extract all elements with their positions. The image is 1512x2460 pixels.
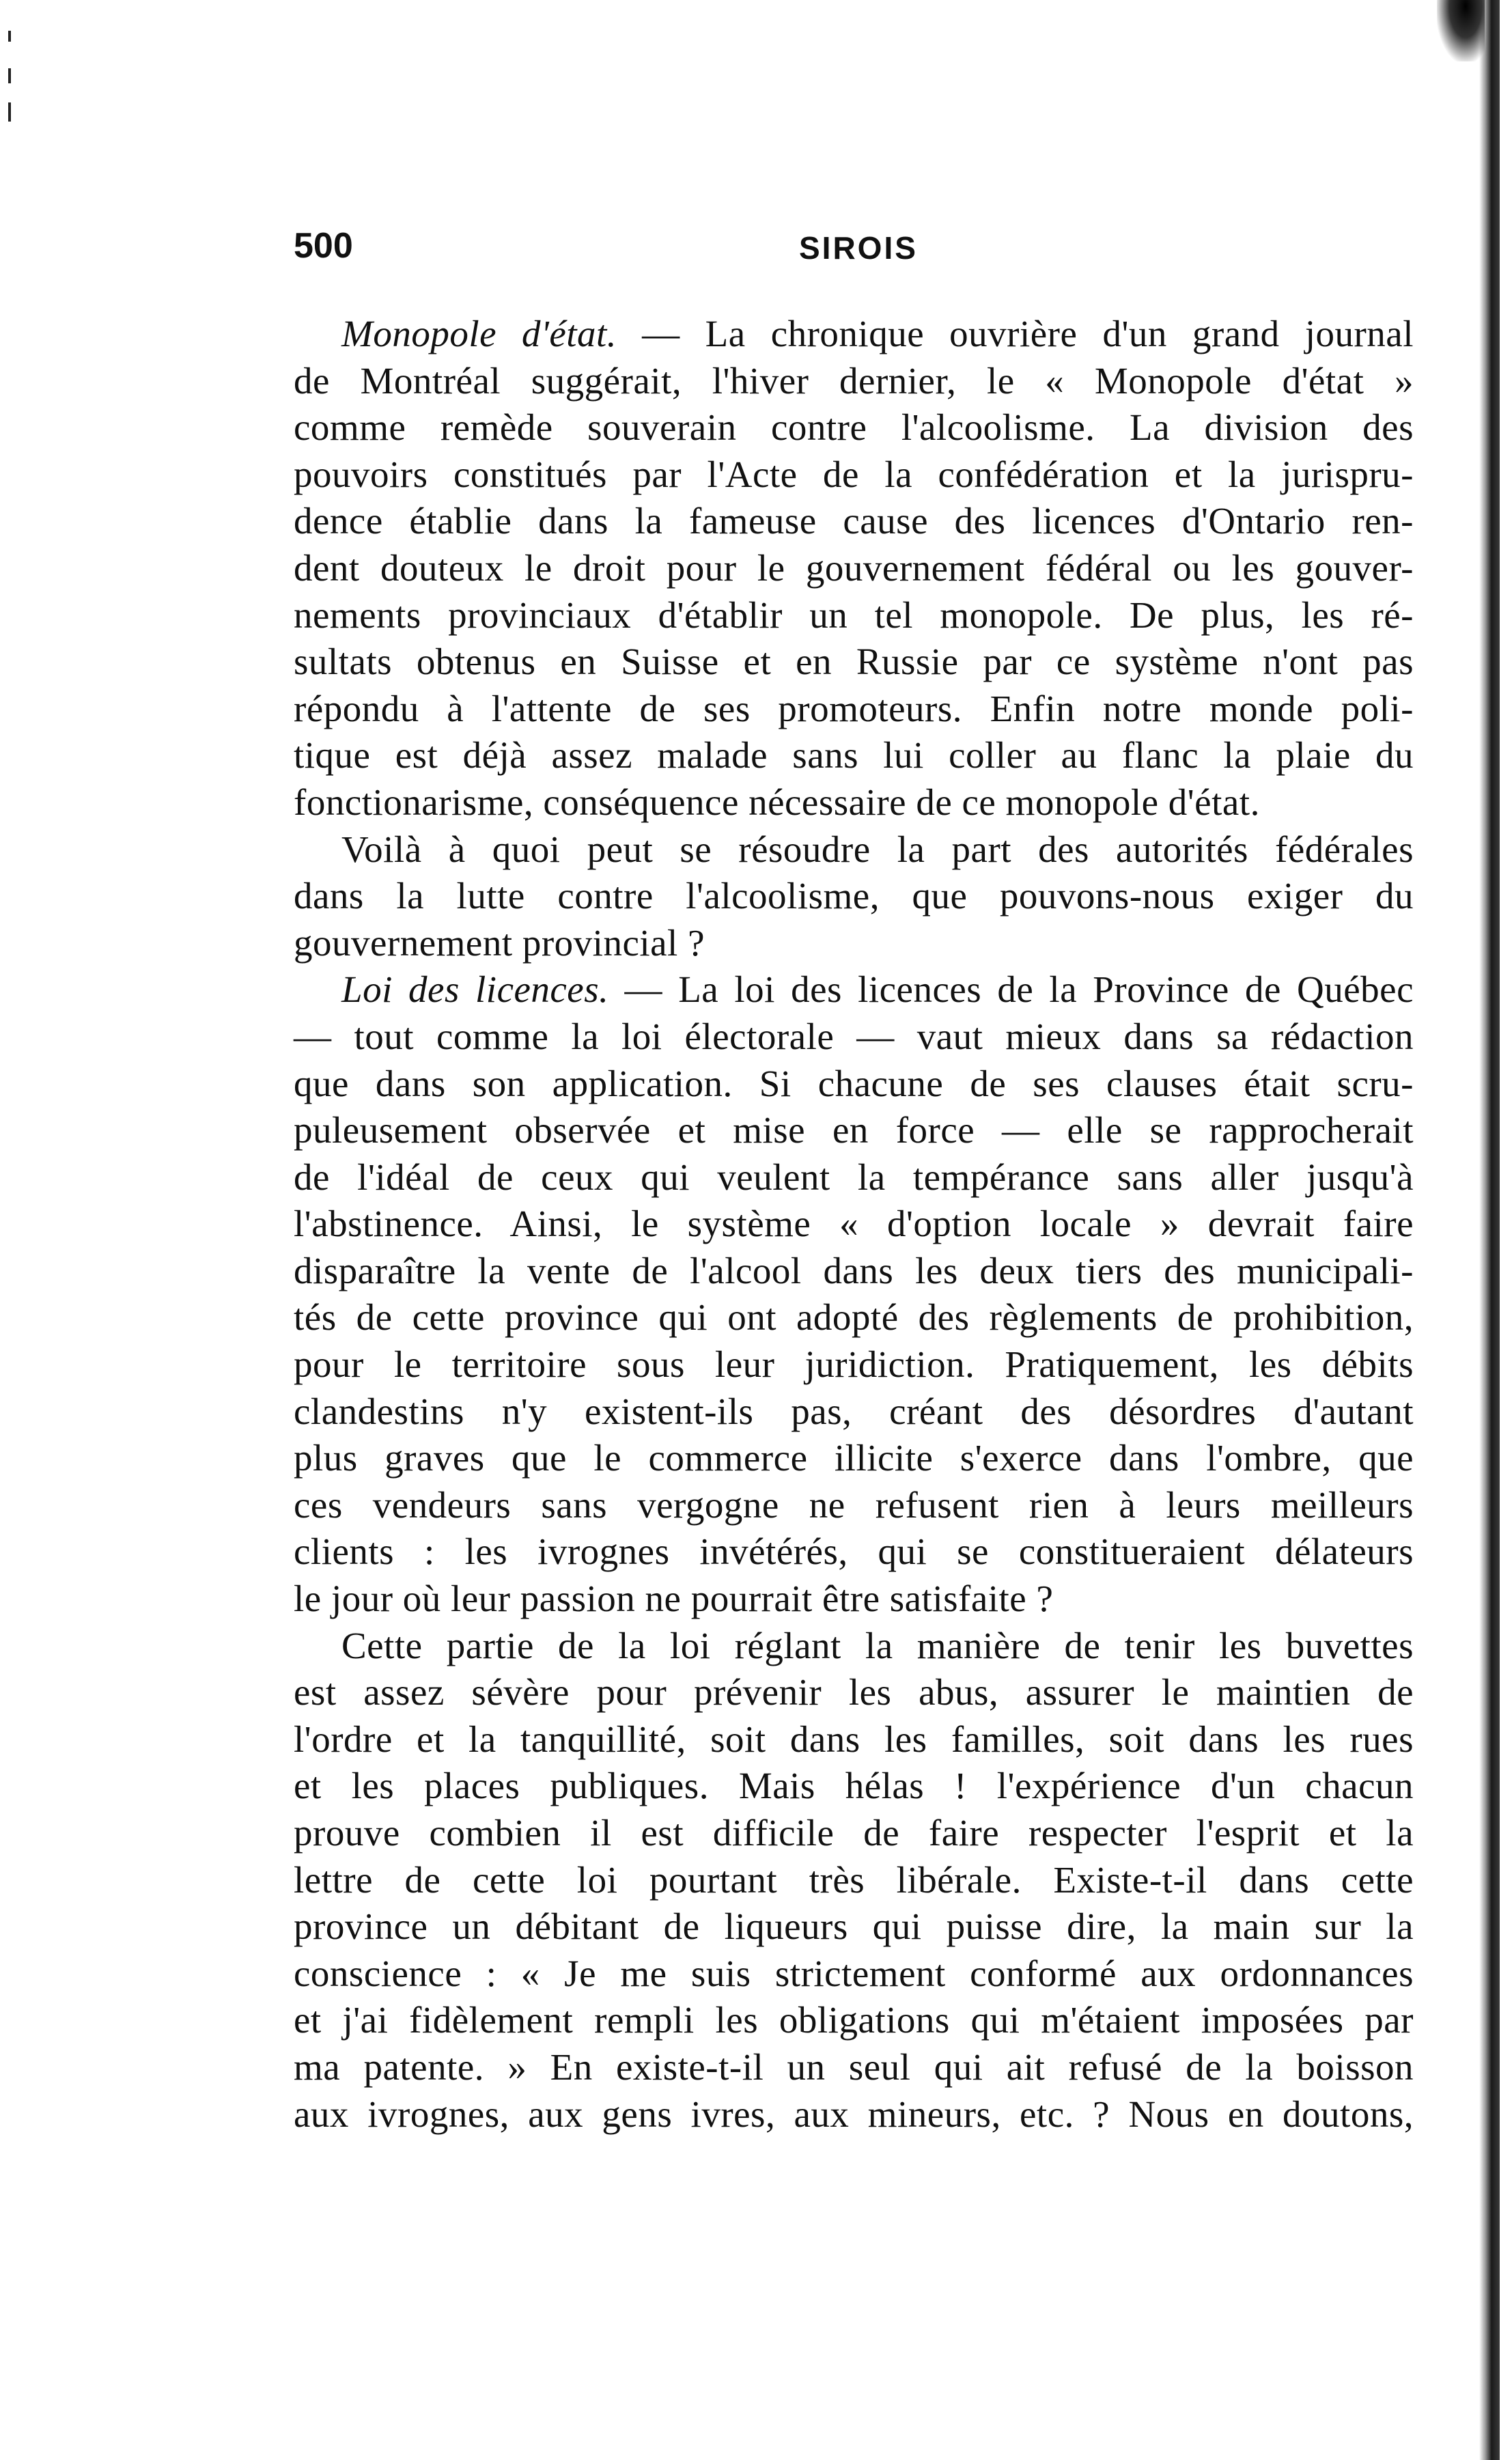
text-line	[294, 1014, 1414, 1061]
running-title: SIROIS	[799, 230, 918, 266]
section-heading: Loi des licences.	[341, 968, 609, 1011]
text-segment: et les places publiques. Mais hélas ! l'expérience d'un chacun	[294, 1765, 1414, 1807]
text-line	[294, 1997, 1414, 2044]
text-line	[294, 1201, 1414, 1248]
text-line	[294, 1482, 1414, 1529]
page-edge-shadow	[1479, 0, 1500, 2460]
text-segment: et j'ai fidèlement rempli les obligations qui m'étaient imposées par	[294, 1999, 1414, 2041]
text-segment: disparaître la vente de l'alcool dans les deux tiers des municipali-	[294, 1249, 1414, 1291]
text-segment: clients : les ivrognes invétérés, qui se constitueraient délateurs	[294, 1530, 1414, 1573]
text-segment: l'abstinence. Ainsi, le système « d'option locale » devrait faire	[294, 1203, 1414, 1245]
text-segment: de l'idéal de ceux qui veulent la tempérance sans aller jusqu'à	[294, 1156, 1414, 1198]
text-segment: ma patente. » En existe-t-il un seul qui ait refusé de la boisson	[294, 2045, 1414, 2088]
text-segment: clandestins n'y existent-ils pas, créant des désordres d'autant	[294, 1390, 1414, 1432]
text-segment: l'ordre et la tanquillité, soit dans les familles, soit dans les rues	[294, 1718, 1414, 1760]
text-segment: sultats obtenus en Suisse et en Russie par ce système n'ont pas	[294, 641, 1414, 683]
scan-corner-smudge	[1437, 0, 1485, 61]
text-segment: aux ivrognes, aux gens ivres, aux mineurs, etc. ? Nous en doutons,	[294, 2093, 1414, 2135]
section-heading: Monopole d'état.	[341, 313, 617, 354]
text-line	[294, 2091, 1414, 2138]
text-segment: répondu à l'attente de ses promoteurs. Enfin notre monde poli-	[294, 687, 1414, 729]
text-segment: tés de cette province qui ont adopté des règlements de prohibition,	[294, 1296, 1414, 1339]
text-segment: dent douteux le droit pour le gouvernement fédéral ou les gouver-	[294, 546, 1414, 589]
text-line	[294, 1810, 1414, 1857]
text-line	[294, 686, 1414, 733]
text-line	[294, 826, 1414, 873]
text-segment: Voilà à quoi peut se résoudre la part des autorités fédérales	[341, 828, 1414, 870]
text-line	[294, 873, 1414, 920]
text-line	[294, 404, 1414, 451]
text-segment: pouvoirs constitués par l'Acte de la confédération et la jurispru-	[294, 453, 1414, 495]
text-segment: province un débitant de liqueurs qui puisse dire, la main sur la	[294, 1905, 1414, 1948]
text-segment: conscience : « Je me suis strictement conformé aux ordonnances	[294, 1952, 1414, 1994]
text-line	[294, 1435, 1414, 1482]
text-line	[294, 1107, 1414, 1154]
text-line	[294, 1576, 1414, 1623]
text-line	[294, 2044, 1414, 2091]
text-segment: puleusement observée et mise en force — elle se rapprocherait	[294, 1109, 1414, 1151]
text-segment: — La loi des licences de la Province de Québec	[608, 968, 1414, 1011]
text-segment: prouve combien il est difficile de faire respecter l'esprit et la	[294, 1812, 1414, 1854]
text-line	[294, 451, 1414, 499]
page-header	[294, 225, 1414, 280]
text-line	[294, 1623, 1414, 1670]
text-segment: de Montréal suggérait, l'hiver dernier, le « Monopole d'état »	[294, 359, 1414, 402]
scan-edge-mark	[8, 68, 11, 83]
text-segment: — La chronique ouvrière d'un grand journal	[617, 313, 1414, 354]
text-line	[294, 1903, 1414, 1951]
text-line	[294, 311, 1414, 358]
text-line	[294, 732, 1414, 779]
text-segment: Cette partie de la loi réglant la manière de tenir les buvettes	[341, 1624, 1414, 1666]
text-line	[294, 920, 1414, 967]
text-line	[294, 1248, 1414, 1295]
text-line	[294, 1857, 1414, 1904]
text-line	[294, 1294, 1414, 1341]
scan-edge-mark	[8, 102, 11, 122]
body-text	[294, 311, 1414, 2138]
text-segment: lettre de cette loi pourtant très libérale. Existe-t-il dans cette	[294, 1858, 1414, 1901]
scan-edge-mark	[8, 31, 11, 42]
text-segment: comme remède souverain contre l'alcoolisme. La division des	[294, 406, 1414, 449]
text-line	[294, 779, 1414, 826]
text-segment: dans la lutte contre l'alcoolisme, que pouvons-nous exiger du	[294, 875, 1414, 917]
text-line	[294, 1528, 1414, 1576]
text-line	[294, 1154, 1414, 1201]
text-segment: pour le territoire sous leur juridiction. Pratiquement, les débits	[294, 1343, 1414, 1386]
text-line	[294, 358, 1414, 405]
text-segment: nements provinciaux d'établir un tel monopole. De plus, les ré-	[294, 593, 1414, 636]
text-line	[294, 545, 1414, 592]
text-segment: fonctionarisme, conséquence nécessaire de ce monopole d'état.	[294, 781, 1260, 823]
text-line	[294, 1951, 1414, 1998]
text-segment: que dans son application. Si chacune de ses clauses était scru-	[294, 1062, 1414, 1104]
text-segment: tique est déjà assez malade sans lui coller au flanc la plaie du	[294, 734, 1414, 777]
text-segment: — tout comme la loi électorale — vaut mieux dans sa rédaction	[294, 1015, 1414, 1057]
text-line	[294, 1061, 1414, 1108]
text-segment: dence établie dans la fameuse cause des licences d'Ontario ren-	[294, 500, 1414, 542]
page-number: 500	[294, 226, 353, 266]
text-segment: plus graves que le commerce illicite s'exerce dans l'ombre, que	[294, 1437, 1414, 1479]
text-line	[294, 966, 1414, 1014]
text-line	[294, 1341, 1414, 1388]
text-line	[294, 1763, 1414, 1810]
text-line	[294, 592, 1414, 639]
text-line	[294, 498, 1414, 545]
text-line	[294, 1388, 1414, 1436]
text-line	[294, 1716, 1414, 1763]
text-line	[294, 639, 1414, 686]
text-line	[294, 1669, 1414, 1716]
text-segment: gouvernement provincial ?	[294, 921, 705, 964]
text-segment: ces vendeurs sans vergogne ne refusent rien à leurs meilleurs	[294, 1483, 1414, 1526]
text-segment: le jour où leur passion ne pourrait être satisfaite ?	[294, 1578, 1054, 1620]
text-segment: est assez sévère pour prévenir les abus, assurer le maintien de	[294, 1671, 1414, 1714]
